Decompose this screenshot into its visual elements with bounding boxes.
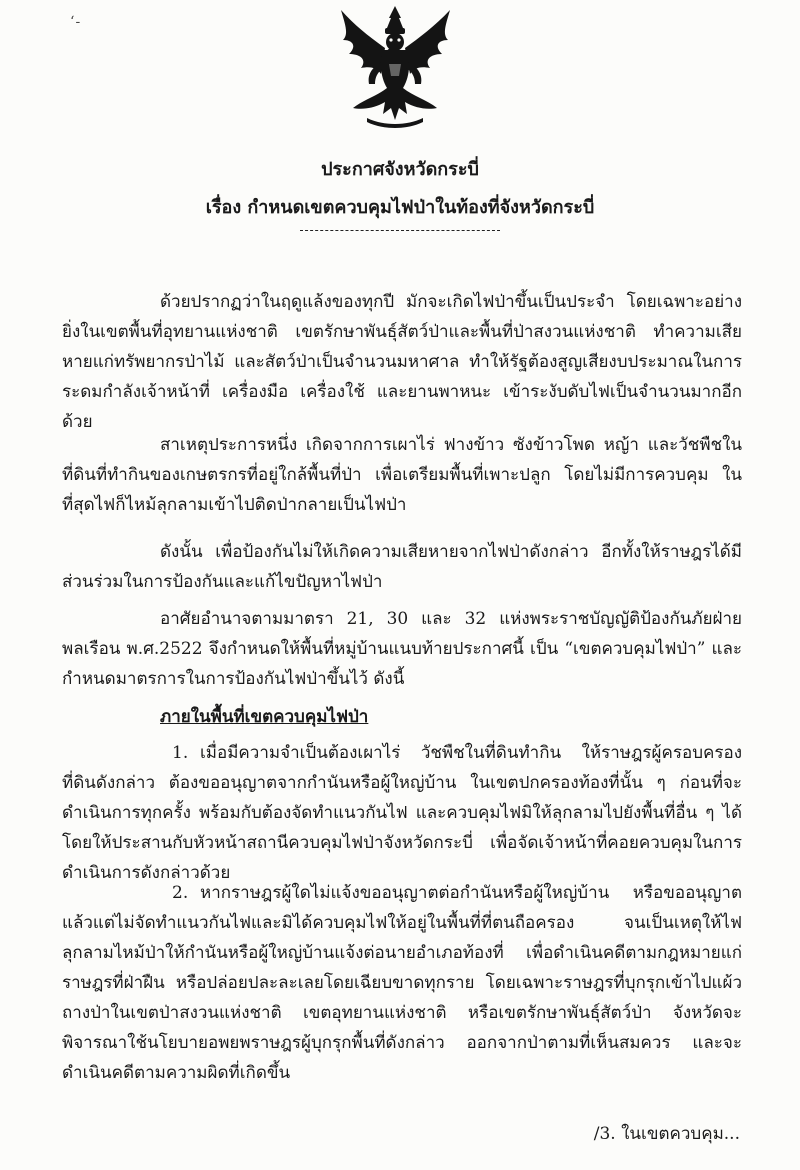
- page-continuation: /3. ในเขตควบคุม...: [593, 1124, 740, 1144]
- page-title: ประกาศจังหวัดกระบี่: [321, 159, 479, 180]
- item-number: 2.: [172, 883, 189, 903]
- corner-mark: ‘-: [70, 14, 82, 30]
- paragraph-1: ด้วยปรากฏว่าในฤดูแล้งของทุกปี มักจะเกิดไฟป่าขึ้นเป็นประจำ โดยเฉพาะอย่างยิ่งในเขตพื้นที่อุทยานแห่งชาติ เขตรักษาพันธุ์สัตว์ป่าและพื้นที่ป่าสงวนแห่งชาติ ทำความเสียหายแก่ทรัพยากรป่าไม้ และสัตว์ป่าเป็นจำนวนมหาศาล ทำให้รัฐต้องสูญเสียงบประมาณในการระดมกำลังเจ้าหน้าที่ เครื่องมือ เครื่องใช้ และยานพาหนะ เข้าระงับดับไฟเป็นจำนวนมากอีกด้วย: [62, 292, 742, 432]
- item-text: หากราษฎรผู้ใดไม่แจ้งขออนุญาตต่อกำนันหรือผู้ใหญ่บ้าน หรือขออนุญาตแล้วแต่ไม่จัดทำแนวกันไฟและมิได้ควบคุมไฟให้อยู่ในพื้นที่ที่ตนถือครอง จนเป็นเหตุให้ไฟลุกลามไหม้ป่าให้กำนันหรือผู้ใหญ่บ้านแจ้งต่อนายอำเภอท้องที่ เพื่อดำเนินคดีตามกฎหมายแก่ราษฎรที่ฝ่าฝืน หรือปล่อยปละละเลยโดยเฉียบขาดทุกราย โดยเฉพาะราษฎรที่บุกรุกเข้าไปแผ้วถางป่าในเขตป่าสงวนแห่งชาติ เขตอุทยานแห่งชาติ หรือเขตรักษาพันธุ์สัตว์ป่า จังหวัดจะพิจารณาใช้นโยบายอพยพราษฎรผู้บุกรุกพื้นที่ดังกล่าว ออกจากป่าตามที่เห็นสมควร และจะดำเนินคดีตามความผิดที่เกิดขึ้น: [62, 883, 742, 1083]
- paragraph-3: ดังนั้น เพื่อป้องกันไม่ให้เกิดความเสียหายจากไฟป่าดังกล่าว อีกทั้งให้ราษฎรได้มีส่วนร่วมในการป้องกันและแก้ไขปัญหาไฟป่า: [62, 542, 742, 592]
- item-text: เมื่อมีความจำเป็นต้องเผาไร่ วัชพืชในที่ดินทำกิน ให้ราษฎรผู้ครอบครองที่ดินดังกล่าว ต้องขออนุญาตจากกำนันหรือผู้ใหญ่บ้าน ในเขตปกครองท้องที่นั้น ๆ ก่อนที่จะดำเนินการทุกครั้ง พร้อมกับต้องจัดทำแนวกันไฟ และควบคุมไฟมิให้ลุกลามไปยังพื้นที่อื่น ๆ ได้โดยให้ประสานกับหัวหน้าสถานีควบคุมไฟป่าจังหวัดกระบี่ เพื่อจัดเจ้าหน้าที่คอยควบคุมในการดำเนินการดังกล่าวด้วย: [62, 743, 742, 883]
- garuda-emblem-icon: [333, 4, 458, 132]
- section-title: ภายในพื้นที่เขตควบคุมไฟป่า: [160, 707, 369, 727]
- paragraph-4: อาศัยอำนาจตามมาตรา 21, 30 และ 32 แห่งพระราชบัญญัติป้องกันภัยฝ่ายพลเรือน พ.ศ.2522 จึงกำหนดให้พื้นที่หมู่บ้านแนบท้ายประกาศนี้ เป็น “เขตควบคุมไฟป่า” และกำหนดมาตรการในการป้องกันไฟป่าขึ้นไว้ ดังนี้: [62, 609, 742, 689]
- list-item: [62, 878, 742, 1088]
- page-subject: เรื่อง กำหนดเขตควบคุมไฟป่าในท้องที่จังหวัดกระบี่: [205, 197, 595, 218]
- item-number: 1.: [172, 743, 189, 763]
- title-divider: [300, 230, 500, 231]
- paragraph-2: สาเหตุประการหนึ่ง เกิดจากการเผาไร่ ฟางข้าว ซังข้าวโพด หญ้า และวัชพืชในที่ดินที่ทำกินของเกษตรกรที่อยู่ใกล้พื้นที่ป่า เพื่อเตรียมพื้นที่เพาะปลูก โดยไม่มีการควบคุม ในที่สุดไฟก็ไหม้ลุกลามเข้าไปติดป่ากลายเป็นไฟป่า: [62, 435, 742, 515]
- list-item: [62, 738, 742, 888]
